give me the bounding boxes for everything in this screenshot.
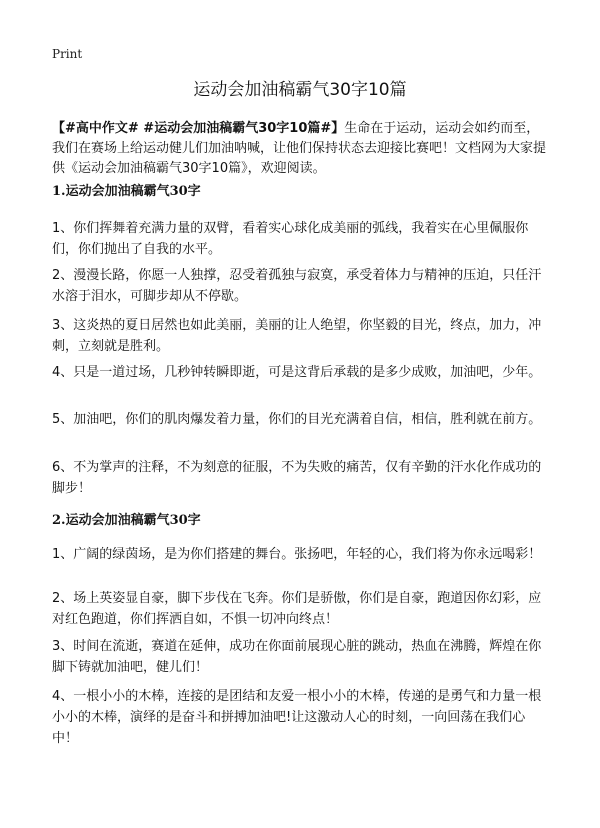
list-item: 4、一根小小的木棒，连接的是团结和友爱一根小小的木棒，传递的是勇气和力量一根小小的木棒，演绎的是奋斗和拼搏加油吧!让这激动人心的时刻，一向回荡在我们心中！ — [52, 689, 542, 746]
list-item: 5、加油吧，你们的肌肉爆发着力量，你们的目光充满着自信，相信，胜利就在前方。 — [52, 412, 542, 427]
list-item: 2、场上英姿显自豪，脚下步伐在飞奔。你们是骄傲，你们是自豪，跑道因你幻彩，应对红色跑道，你们挥洒自如，不惧一切冲向终点！ — [52, 591, 542, 627]
list-item: 3、时间在流逝，赛道在延伸，成功在你面前展现心脏的跳动，热血在沸腾，辉煌在你脚下铸就加油吧，健儿们！ — [52, 639, 542, 675]
intro-paragraph — [52, 119, 550, 179]
print-link[interactable]: Print — [52, 47, 83, 61]
intro-tag: 【#高中作文# #运动会加油稿霸气30字10篇#】 — [52, 121, 345, 136]
intro-text: 生命在于运动，运动会如约而至，我们在赛场上给运动健儿们加油呐喊，让他们保持状态去迎接比赛吧！文档网为大家提供《运动会加油稿霸气30字10篇》，欢迎阅读。 — [52, 121, 547, 176]
document-title: 运动会加油稿霸气30字10篇 — [193, 80, 407, 100]
list-item: 6、不为掌声的注释，不为刻意的征服，不为失败的痛苦，仅有辛勤的汗水化作成功的脚步！ — [52, 460, 542, 496]
list-item: 2、漫漫长路，你愿一人独撑，忍受着孤独与寂寞，承受着体力与精神的压迫，只任汗水溶于泪水，可脚步却从不停歇。 — [52, 268, 542, 304]
section-heading-2: 2.运动会加油稿霸气30字 — [52, 513, 201, 528]
section-heading-1: 1.运动会加油稿霸气30字 — [52, 184, 201, 199]
list-item: 1、广阔的绿茵场，是为你们搭建的舞台。张扬吧，年轻的心，我们将为你永远喝彩！ — [52, 547, 542, 562]
list-item: 4、只是一道过场，几秒钟转瞬即逝，可是这背后承载的是多少成败，加油吧，少年。 — [52, 365, 542, 380]
list-item: 3、这炎热的夏日居然也如此美丽，美丽的让人绝望，你坚毅的目光，终点，加力，冲刺，立刻就是胜利。 — [52, 318, 542, 354]
list-item: 1、你们挥舞着充满力量的双臂，看着实心球化成美丽的弧线，我着实在心里佩服你们，你们抛出了自我的水平。 — [52, 221, 529, 257]
